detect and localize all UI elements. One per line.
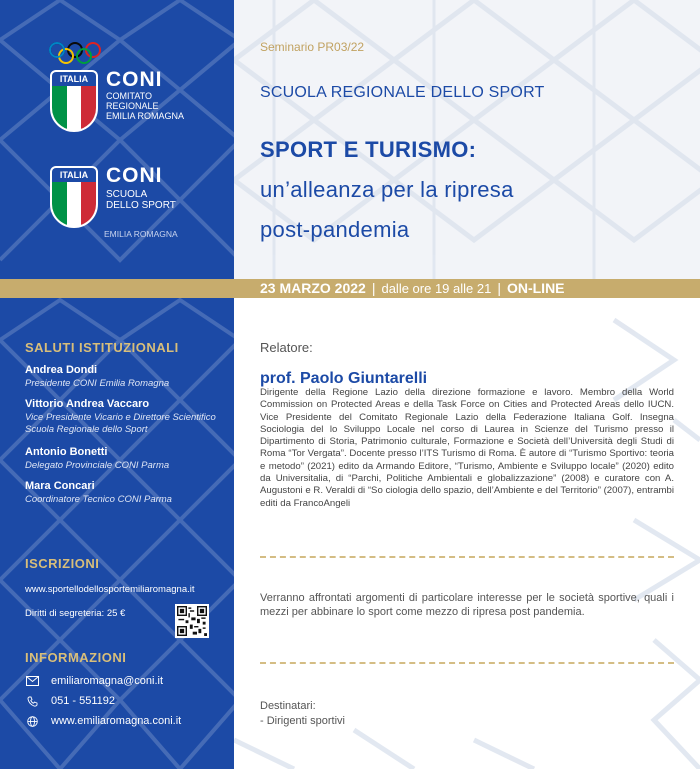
speaker-name: prof. Paolo Giuntarelli xyxy=(260,370,428,387)
speaker-label: Relatore: xyxy=(260,340,313,355)
email-contact[interactable] xyxy=(25,674,163,688)
page-title xyxy=(260,130,514,250)
audience-label: Destinatari: xyxy=(260,700,316,712)
seminar-code: Seminario PR03/22 xyxy=(260,40,365,54)
person-role: Presidente CONI Emilia Romagna xyxy=(25,378,170,389)
registration-fee: Diritti di segreteria: 25 € xyxy=(25,608,126,619)
coni-logo-sub1: COMITATO xyxy=(106,91,152,101)
coni-logo-sub3: EMILIA ROMAGNA xyxy=(106,111,185,121)
iscrizioni-title: ISCRIZIONI xyxy=(25,556,100,571)
event-info xyxy=(260,279,565,298)
coni-logo-sub2: REGIONALE xyxy=(106,101,159,111)
coni-school-sub1: SCUOLA xyxy=(106,189,148,200)
coni-school-logo-title: CONI xyxy=(106,164,163,187)
shield-label-2: ITALIA xyxy=(52,168,96,182)
italia-shield-icon-2 xyxy=(50,166,98,228)
web-contact[interactable] xyxy=(25,714,181,728)
olympic-rings-icon xyxy=(48,41,104,65)
coni-logo-title: CONI xyxy=(106,68,163,91)
registration-link[interactable]: www.sportellodellosportemiliaromagna.it xyxy=(25,584,195,595)
dashed-divider-2 xyxy=(260,662,674,664)
person-name: Andrea Dondi xyxy=(25,364,98,376)
school-name: SCUOLA REGIONALE DELLO SPORT xyxy=(260,84,545,101)
phone-text: 051 - 551192 xyxy=(51,695,116,707)
title-line-2: un’alleanza per la ripresa xyxy=(260,177,514,202)
dashed-divider xyxy=(260,556,674,558)
person-role: Vice Presidente Vicario e Direttore Scientifico Scuola Regionale dello Sport xyxy=(25,412,216,435)
audience-item: - Dirigenti sportivi xyxy=(260,715,345,727)
person-role: Coordinatore Tecnico CONI Parma xyxy=(25,494,172,505)
globe-icon xyxy=(25,714,39,728)
italia-shield-icon xyxy=(50,70,98,132)
person-name: Vittorio Andrea Vaccaro xyxy=(25,398,150,410)
shield-label: ITALIA xyxy=(52,72,96,86)
qr-code[interactable] xyxy=(175,604,209,638)
phone-icon xyxy=(25,694,39,708)
separator-2: | xyxy=(497,280,501,296)
saluti-title: SALUTI ISTITUZIONALI xyxy=(25,340,179,355)
speaker-bio: Dirigente della Regione Lazio della direzione formazione e lavoro. Membro della World Commission on Protected Areas e della Task Force on Cities and Protected Areas dello IUCN. Vice Presidente del Comitato Regionale Lazio della Federazione Italiana Golf. Insegna Sociologia del lo Sviluppo Locale nel corso di Laurea in Scienze del Turismo presso il Dipartimento di Storia, Patrimonio culturale, Formazione e Società dell’Università degli Studi di Roma “Tor Vergata”. Docente presso l’ITS Turismo di Roma. È autore di “Turismo Sportivo: teoria e metodo” (2021) edito da Armando Editore, “Turismo, Ambiente e Sviluppo locale” (2020) edito da Universitalia, di “Parchi, Politiche Ambientali e globalizzazione” (2008) e curatore con A. Augustoni e R. Veraldi di “So ciologia dello spazio, dell’Ambiente e del Territorio” (2007), entrambi editi da FrancoAngeli xyxy=(260,387,674,509)
email-text: emiliaromagna@coni.it xyxy=(51,675,164,687)
coni-school-region: EMILIA ROMAGNA xyxy=(104,229,178,239)
event-time: dalle ore 19 alle 21 xyxy=(381,281,492,296)
separator: | xyxy=(371,280,376,296)
event-description: Verranno affrontati argomenti di particolare interesse per le società sportive, quali i mezzi per abbinare lo sport come mezzo di ripresa post pandemia. xyxy=(260,592,674,618)
person-role: Delegato Provinciale CONI Parma xyxy=(25,460,170,471)
envelope-icon xyxy=(25,674,39,688)
person-name: Mara Concari xyxy=(25,480,95,492)
informazioni-title: INFORMAZIONI xyxy=(25,650,127,665)
web-text: www.emiliaromagna.coni.it xyxy=(51,715,182,727)
coni-school-sub2: DELLO SPORT xyxy=(106,200,176,211)
title-line-3: post-pandemia xyxy=(260,217,410,242)
phone-contact[interactable] xyxy=(25,694,115,708)
event-mode: ON-LINE xyxy=(506,280,565,296)
event-date: 23 MARZO 2022 xyxy=(260,280,366,296)
person-name: Antonio Bonetti xyxy=(25,446,108,458)
title-line-1: SPORT E TURISMO: xyxy=(260,137,477,162)
